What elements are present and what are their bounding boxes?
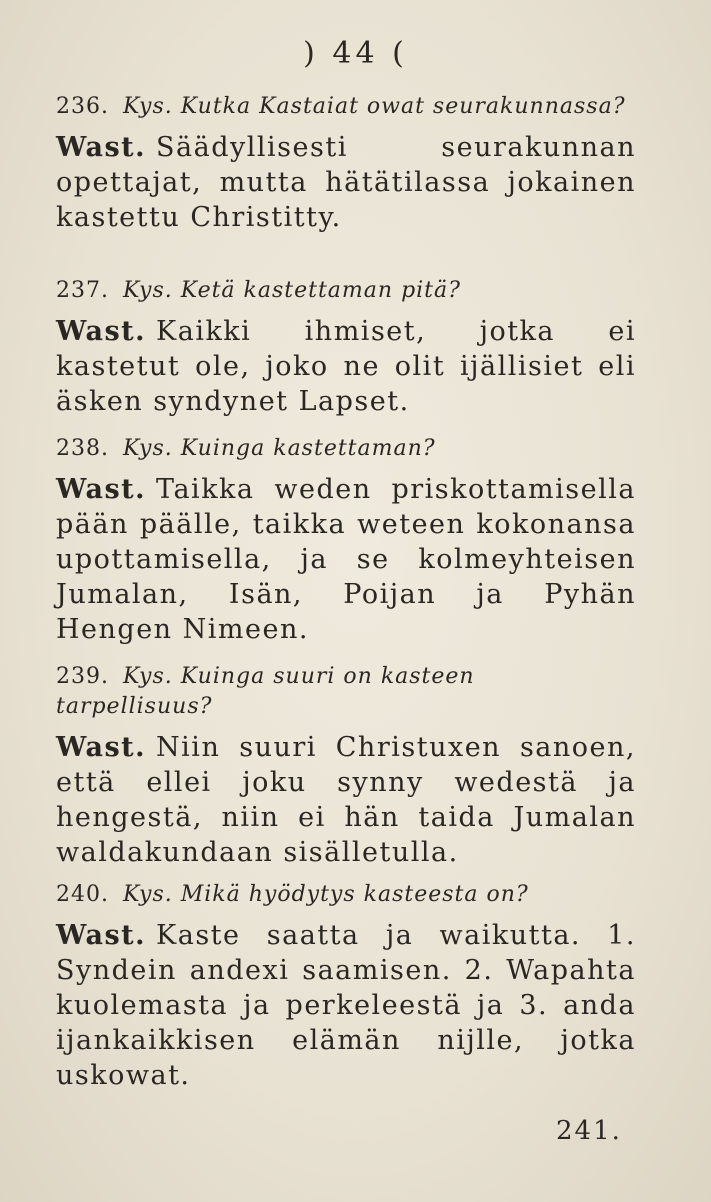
question xyxy=(56,880,636,910)
question-text: Kys. Kuinga kastettaman? xyxy=(122,436,436,461)
question-number: 237. xyxy=(56,278,109,303)
answer xyxy=(56,130,636,235)
answer xyxy=(56,314,636,419)
page-header: ) 44 ( xyxy=(303,36,408,71)
question xyxy=(56,434,636,464)
entry-240 xyxy=(56,880,636,1093)
answer-lead: Wast. xyxy=(56,920,147,951)
question-text: Kys. Ketä kastettaman pitä? xyxy=(122,278,461,303)
question xyxy=(56,276,636,306)
question-number: 239. xyxy=(56,664,109,689)
answer-lead: Wast. xyxy=(56,732,147,763)
entry-238 xyxy=(56,434,636,647)
question xyxy=(56,92,636,122)
answer-lead: Wast. xyxy=(56,132,147,163)
question-number: 240. xyxy=(56,882,109,907)
entry-236 xyxy=(56,92,636,235)
answer-lead: Wast. xyxy=(56,474,147,505)
answer xyxy=(56,918,636,1093)
question-number: 238. xyxy=(56,436,109,461)
answer-lead: Wast. xyxy=(56,316,147,347)
answer-text: Niin suuri Christuxen sanoen, että ellei joku synny wedestä ja hengestä, niin ei hän taida Jumalan waldakundaan sisälletulla. xyxy=(56,732,636,868)
answer xyxy=(56,472,636,647)
question xyxy=(56,662,636,722)
answer-text: Säädyllisesti seurakunnan opettajat, mutta hätätilassa jokainen kastettu Christitty. xyxy=(56,132,636,233)
catchword: 241. xyxy=(556,1116,622,1146)
entry-237 xyxy=(56,276,636,419)
question-text: Kys. Mikä hyödytys kasteesta on? xyxy=(122,882,529,907)
question-number: 236. xyxy=(56,94,109,119)
entry-239 xyxy=(56,662,636,870)
question-text: Kys. Kutka Kastaiat owat seurakunnassa? xyxy=(122,94,626,119)
answer-text: Kaste saatta ja waikutta. 1. Syndein andexi saamisen. 2. Wapahta kuolemasta ja perkeleestä ja 3. anda ijankaikkisen elämän nijlle, jotka uskowat. xyxy=(56,920,636,1091)
question-text: Kys. Kuinga suuri on kasteen tarpellisuus? xyxy=(56,664,475,719)
answer xyxy=(56,730,636,870)
answer-text: Taikka weden priskottamisella pään päälle, taikka weteen kokonansa upottamisella, ja se kolmeyhteisen Jumalan, Isän, Poijan ja Pyhän Hengen Nimeen. xyxy=(56,474,636,645)
answer-text: Kaikki ihmiset, jotka ei kastetut ole, joko ne olit ijällisiet eli äsken syndynet Lapset. xyxy=(56,316,636,417)
